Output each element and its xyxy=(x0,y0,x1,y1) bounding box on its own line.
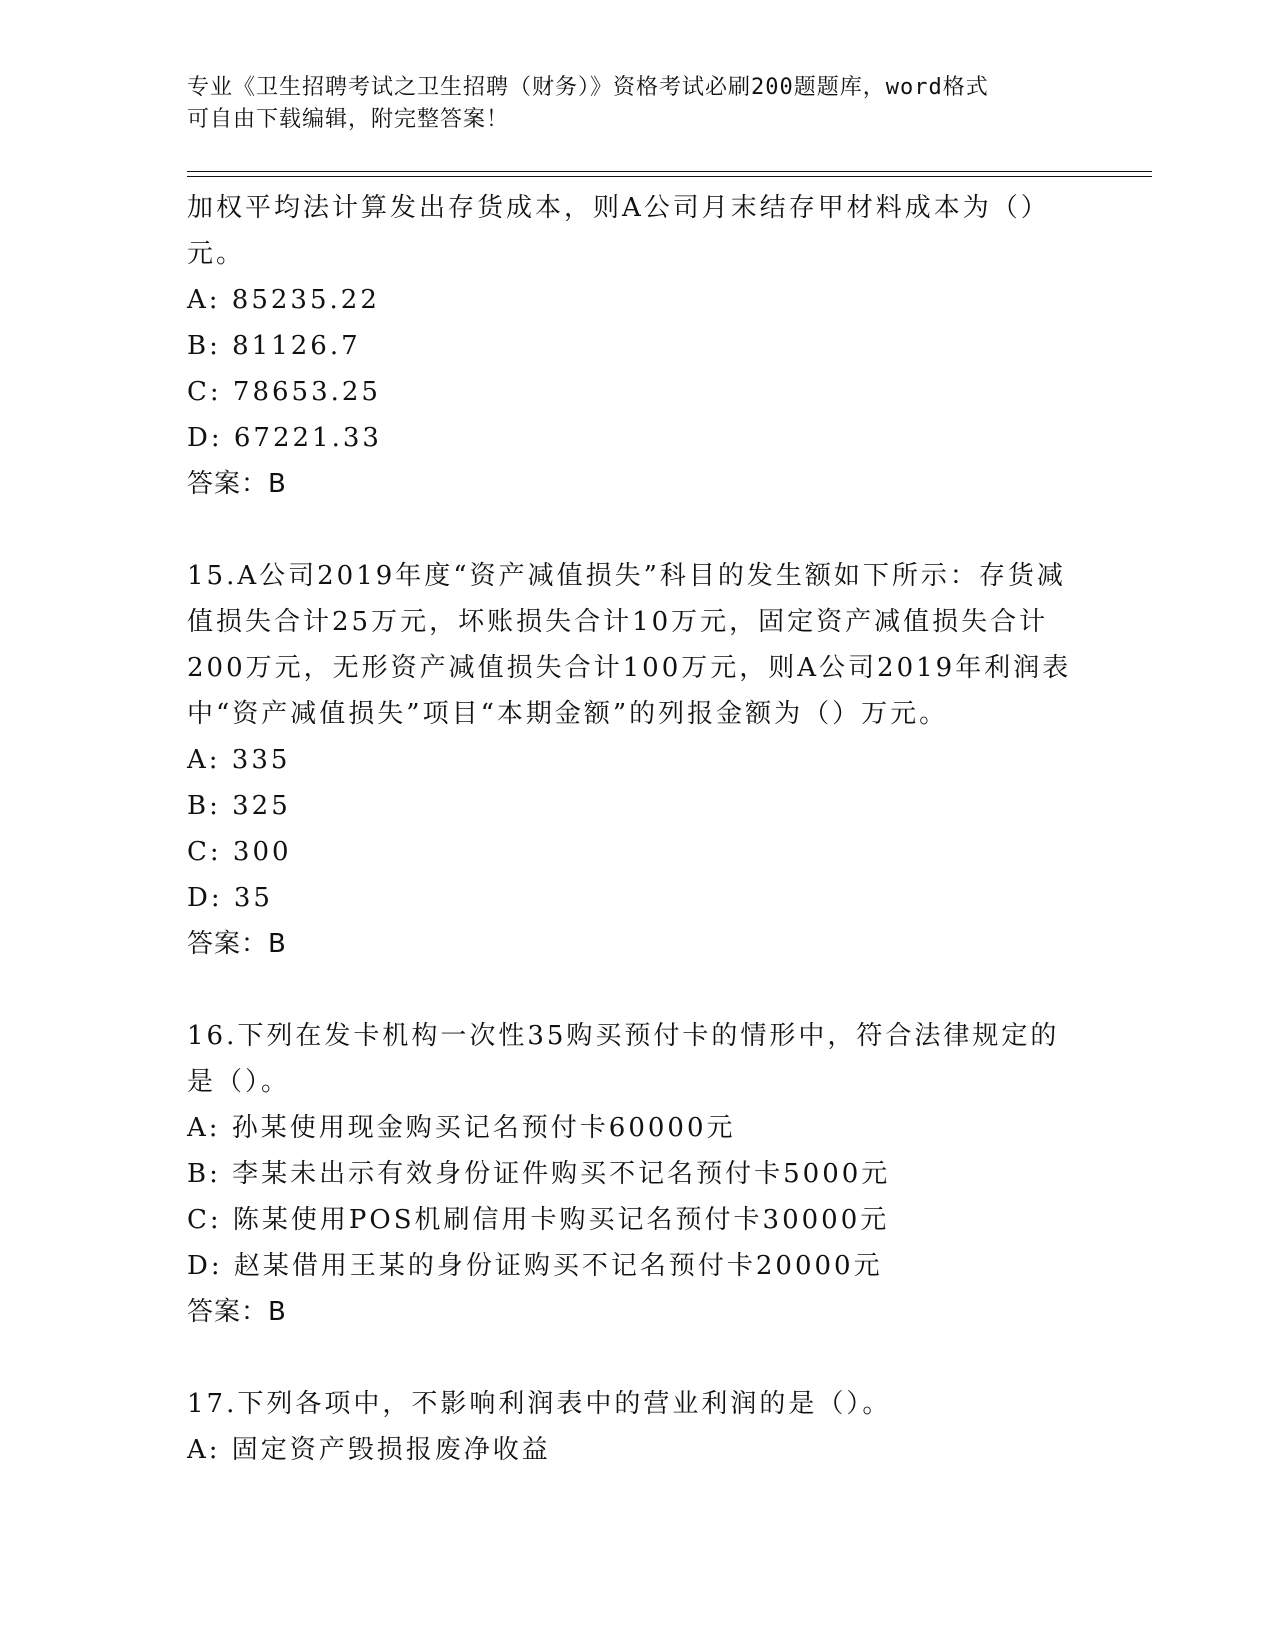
spacer xyxy=(187,507,1107,553)
option-d: D: 67221.33 xyxy=(187,423,382,453)
option-b: B: 325 xyxy=(187,791,291,821)
answer-line: 答案：B xyxy=(187,1297,287,1327)
option-b: B: 81126.7 xyxy=(187,331,361,361)
question-17 xyxy=(187,1381,1107,1473)
spacer xyxy=(187,1335,1107,1381)
question-stem-line: 200万元，无形资产减值损失合计100万元，则A公司2019年利润表 xyxy=(187,653,1072,683)
option-c: C: 300 xyxy=(187,837,292,867)
question-stem-line: 15.A公司2019年度“资产减值损失”科目的发生额如下所示：存货减 xyxy=(187,561,1066,591)
header-divider-top xyxy=(187,171,1152,172)
header-line-1: 专业《卫生招聘考试之卫生招聘（财务）》资格考试必刷200题题库，word格式 xyxy=(187,75,989,100)
answer-line: 答案：B xyxy=(187,469,287,499)
question-15 xyxy=(187,553,1107,967)
header-divider-bottom xyxy=(187,176,1152,177)
question-14 xyxy=(187,185,1107,507)
question-16 xyxy=(187,1013,1107,1335)
question-stem-line: 元。 xyxy=(187,239,246,269)
option-c: C: 陈某使用POS机刷信用卡购买记名预付卡30000元 xyxy=(187,1205,890,1235)
document-header xyxy=(187,72,1087,136)
question-stem-line: 16.下列在发卡机构一次性35购买预付卡的情形中，符合法律规定的 xyxy=(187,1021,1060,1051)
option-a: A: 85235.22 xyxy=(187,285,380,315)
option-d: D: 35 xyxy=(187,883,273,913)
question-stem-line: 值损失合计25万元，坏账损失合计10万元，固定资产减值损失合计 xyxy=(187,607,1049,637)
question-stem-line: 是（）。 xyxy=(187,1067,291,1097)
option-d: D: 赵某借用王某的身份证购买不记名预付卡20000元 xyxy=(187,1251,883,1281)
header-line-2: 可自由下载编辑，附完整答案！ xyxy=(187,107,510,132)
spacer xyxy=(187,967,1107,1013)
option-a: A: 固定资产毁损报废净收益 xyxy=(187,1435,551,1465)
question-list xyxy=(187,185,1107,1473)
option-a: A: 孙某使用现金购买记名预付卡60000元 xyxy=(187,1113,736,1143)
option-c: C: 78653.25 xyxy=(187,377,381,407)
question-stem-line: 17.下列各项中，不影响利润表中的营业利润的是（）。 xyxy=(187,1389,892,1419)
option-b: B: 李某未出示有效身份证件购买不记名预付卡5000元 xyxy=(187,1159,891,1189)
question-stem-line: 中“资产减值损失”项目“本期金额”的列报金额为（）万元。 xyxy=(187,699,949,729)
question-stem-line: 加权平均法计算发出存货成本，则A公司月末结存甲材料成本为（） xyxy=(187,193,1050,223)
option-a: A: 335 xyxy=(187,745,291,775)
answer-line: 答案：B xyxy=(187,929,287,959)
